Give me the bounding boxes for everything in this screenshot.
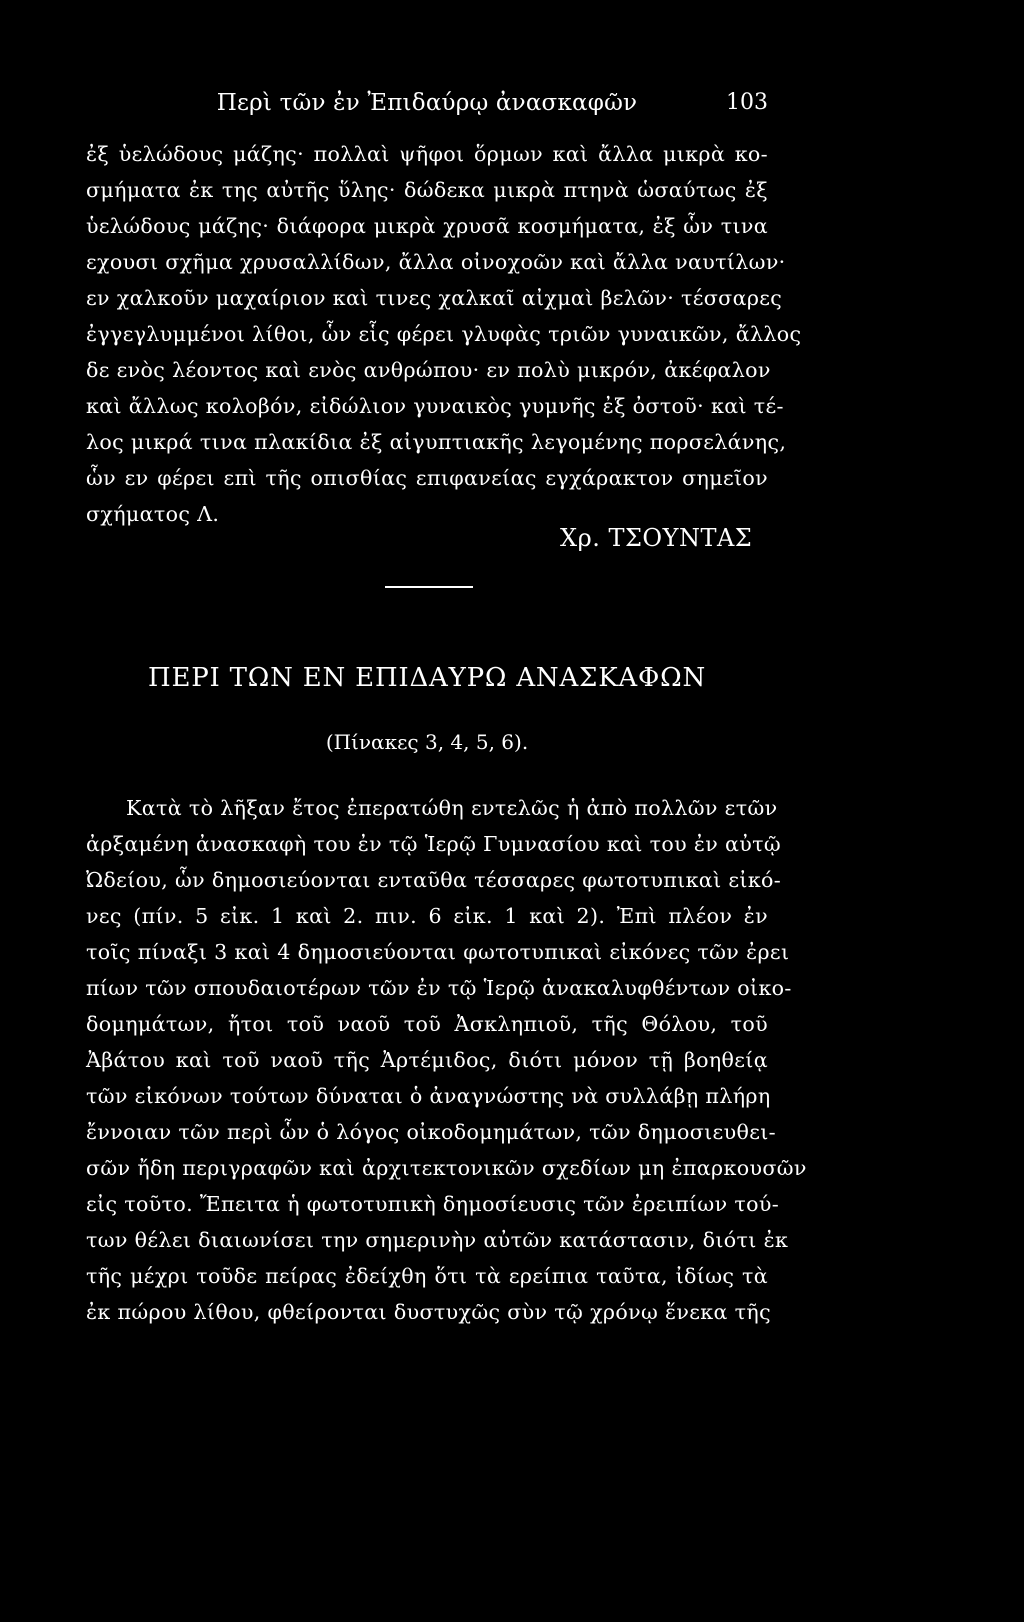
text-line: Ὠδείου, ὧν δημοσιεύονται ενταῦθα τέσσαρες φωτοτυπικαὶ εἰκό- (86, 868, 782, 892)
running-title: Περὶ τῶν ἐν Ἐπιδαύρῳ ἀνασκαφῶν (216, 90, 638, 116)
text-line: ἀρξαμένη ἀνασκαφὴ του ἐν τῷ Ἱερῷ Γυμνασίου καὶ του ἐν αὐτῷ (86, 832, 782, 856)
text-line: ἔννοιαν τῶν περὶ ὧν ὁ λόγος οἰκοδομημάτων, τῶν δημοσιευθει- (86, 1120, 776, 1144)
text-line: σῶν ἤδη περιγραφῶν καὶ ἀρχιτεκτονικῶν σχεδίων μη ἐπαρκουσῶν (86, 1156, 807, 1180)
text-line: καὶ ἄλλως κολοβόν, εἰδώλιον γυναικὸς γυμνῆς ἐξ ὀστοῦ· καὶ τέ- (86, 394, 784, 418)
text-line: ἐκ πώρου λίθου, φθείρονται δυστυχῶς σὺν τῷ χρόνῳ ἕνεκα τῆς (86, 1300, 771, 1324)
section-divider (385, 586, 473, 588)
text-line: λος μικρά τινα πλακίδια ἐξ αἰγυπτιακῆς λεγομένης πορσελάνης, (86, 430, 787, 454)
author-signature: Χρ. ΤΣΟΥΝΤΑΣ (560, 524, 753, 552)
text-line: τοῖς πίναξι 3 καὶ 4 δημοσιεύονται φωτοτυπικαὶ εἰκόνες τῶν ἐρει (86, 940, 790, 964)
text-line: τῆς μέχρι τοῦδε πείρας ἐδείχθη ὅτι τὰ ερείπια ταῦτα, ἰδίως τὰ (86, 1264, 768, 1288)
text-line: ὑελώδους μάζης· διάφορα μικρὰ χρυσᾶ κοσμήματα, ἐξ ὧν τινα (86, 214, 768, 238)
paragraph-excavation (86, 790, 807, 1330)
text-line: των θέλει διαιωνίσει την σημερινὴν αὐτῶν κατάστασιν, διότι ἐκ (86, 1228, 789, 1252)
text-line: δομημάτων, ἤτοι τοῦ ναοῦ τοῦ Ἀσκληπιοῦ, τῆς Θόλου, τοῦ (86, 1012, 768, 1036)
section-heading: ΠΕΡΙ ΤΩΝ ΕΝ ΕΠΙΔΑΥΡΩ ΑΝΑΣΚΑΦΩΝ (147, 663, 707, 693)
text-line: ἐξ ὑελώδους μάζης· πολλαὶ ψῆφοι ὅρμων καὶ ἄλλα μικρὰ κο- (86, 142, 768, 166)
plates-reference: (Πίνακες 3, 4, 5, 6). (325, 730, 529, 754)
text-line: εχουσι σχῆμα χρυσαλλίδων, ἄλλα οἰνοχοῶν καὶ ἄλλα ναυτίλων· (86, 250, 786, 274)
text-line: νες (πίν. 5 εἰκ. 1 καὶ 2. πιν. 6 εἰκ. 1 καὶ 2). Ἐπὶ πλέον ἐν (86, 904, 768, 928)
paragraph-inventory (86, 136, 802, 532)
text-line: σχήματος Λ. (86, 502, 220, 526)
text-line: Ἀβάτου καὶ τοῦ ναοῦ τῆς Ἀρτέμιδος, διότι μόνον τῇ βοηθείᾳ (86, 1048, 768, 1072)
text-line: πίων τῶν σπουδαιοτέρων τῶν ἐν τῷ Ἱερῷ ἀνακαλυφθέντων οἰκο- (86, 976, 792, 1000)
text-line: εἰς τοῦτο. Ἔπειτα ἡ φωτοτυπικὴ δημοσίευσις τῶν ἐρειπίων τού- (86, 1192, 780, 1216)
text-line: ἐγγεγλυμμένοι λίθοι, ὧν εἷς φέρει γλυφὰς τριῶν γυναικῶν, ἄλλος (86, 322, 802, 346)
running-header (86, 86, 768, 120)
text-line: σμήματα ἐκ της αὐτῆς ὕλης· δώδεκα μικρὰ πτηνὰ ὡσαύτως ἐξ (86, 178, 768, 202)
page-number: 103 (726, 90, 768, 115)
text-line: Κατὰ τὸ λῆξαν ἔτος ἐπερατώθη εντελῶς ἡ ἀπὸ πολλῶν ετῶν (126, 796, 778, 820)
text-line: τῶν εἰκόνων τούτων δύναται ὁ ἀναγνώστης νὰ συλλάβῃ πλήρη (86, 1084, 771, 1108)
text-line: εν χαλκοῦν μαχαίριον καὶ τινες χαλκαῖ αἰχμαὶ βελῶν· τέσσαρες (86, 286, 783, 310)
text-line: ὧν εν φέρει επὶ τῆς οπισθίας επιφανείας εγχάρακτον σημεῖον (86, 466, 768, 490)
text-line: δε ενὸς λέοντος καὶ ενὸς ανθρώπου· εν πολὺ μικρόν, ἀκέφαλον (86, 358, 771, 382)
